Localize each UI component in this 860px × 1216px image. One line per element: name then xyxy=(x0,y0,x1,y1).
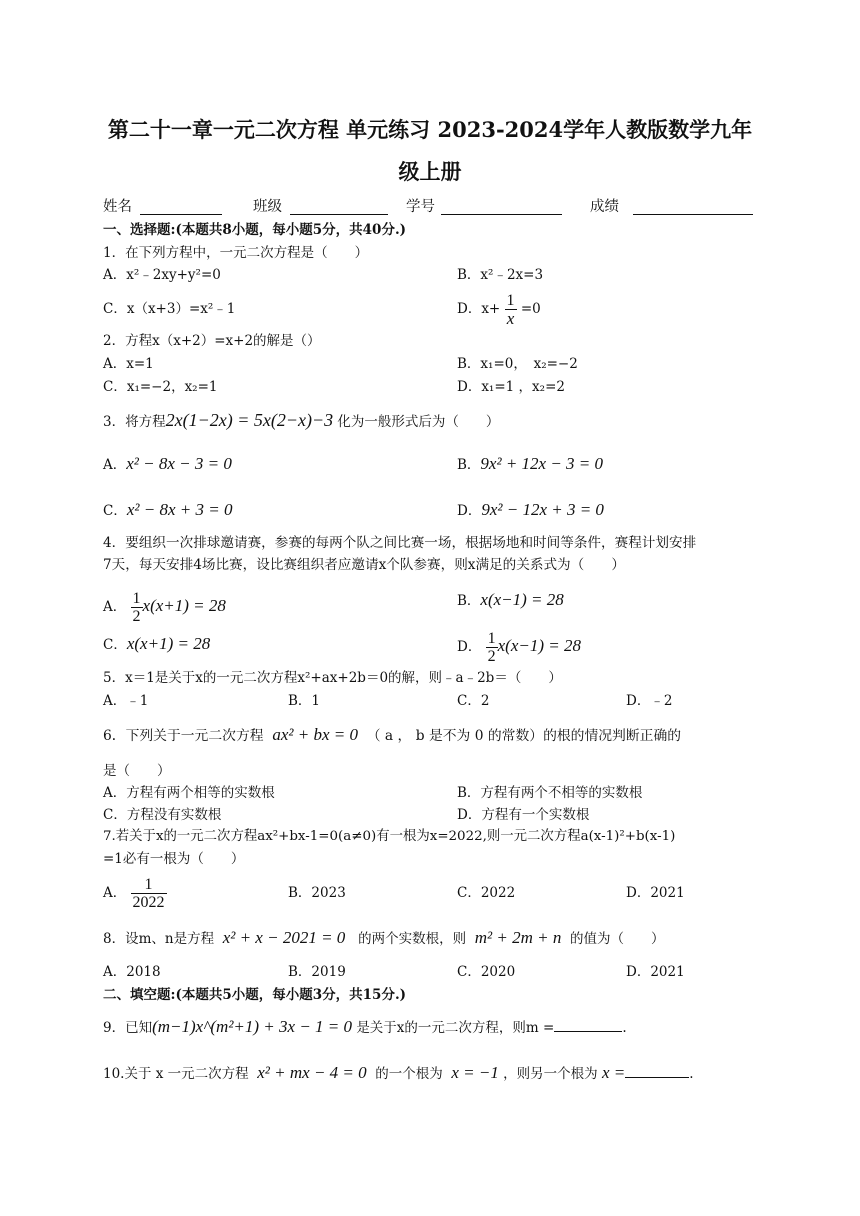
question-6-option-a: A．方程有两个相等的实数根 xyxy=(103,785,275,801)
fraction-numerator: 1 xyxy=(487,630,496,647)
question-7-option-b: B．2023 xyxy=(288,885,346,901)
question-10-stem xyxy=(103,1060,694,1087)
question-8-equation: x² + x − 2021 = 0 xyxy=(222,928,346,947)
question-5-option-c: C．2 xyxy=(457,693,490,709)
class-field[interactable] xyxy=(290,214,388,215)
question-9-equation: (m−1)x^(m²+1) + 3x − 1 = 0 xyxy=(152,1017,353,1036)
fraction xyxy=(131,876,167,911)
option-label: A． xyxy=(103,885,127,901)
question-6-line-2: 是（ ） xyxy=(103,763,171,779)
question-6-condition: （ a ， b 是不为 0 的常数）的根的情况判断正确的 xyxy=(366,728,682,744)
question-3-option-d xyxy=(457,499,604,522)
option-label: C． xyxy=(103,637,127,653)
question-2-option-c: C．x₁=−2，x₂=1 xyxy=(103,379,218,395)
fraction-denominator: 2 xyxy=(487,648,496,665)
question-8-prefix: 8．设m、n是方程 xyxy=(103,931,215,947)
question-4-option-a xyxy=(103,586,226,627)
fraction-denominator: 2022 xyxy=(132,894,165,911)
option-label: D． xyxy=(457,503,482,519)
question-1-option-b: B．x²﹣2x=3 xyxy=(457,267,544,283)
name-field[interactable] xyxy=(140,214,222,215)
question-9-answer-blank[interactable] xyxy=(554,1017,622,1032)
score-label: 成绩 xyxy=(590,199,619,215)
page-title-continued: 级上册 xyxy=(398,159,462,184)
question-8-stem xyxy=(103,926,664,951)
option-label: B． xyxy=(457,593,481,609)
question-6-prefix: 6．下列关于一元二次方程 xyxy=(103,728,264,744)
question-9-prefix: 9．已知 xyxy=(103,1020,153,1036)
question-2-option-b: B．x₁=0， x₂=−2 xyxy=(457,356,578,372)
student-id-field[interactable] xyxy=(441,214,562,215)
question-10-equation: x² + mx − 4 = 0 xyxy=(257,1063,367,1082)
score-field[interactable] xyxy=(633,214,753,215)
question-6-option-b: B．方程有两个不相等的实数根 xyxy=(457,785,643,801)
question-3-suffix: 化为一般形式后为（ ） xyxy=(337,414,500,430)
question-2-stem: 2．方程x（x+2）=x+2的解是（） xyxy=(103,333,321,349)
question-1-option-a: A．x²﹣2xy+y²=0 xyxy=(103,267,221,283)
question-7-option-a xyxy=(103,872,167,914)
option-d-suffix: =0 xyxy=(520,301,541,317)
question-7-option-c: C．2022 xyxy=(457,885,516,901)
question-3-equation: 2x(1−2x) = 5x(2−x)−3 xyxy=(165,410,334,430)
question-4-line-2: 7天，每天安排4场比赛，设比赛组织者应邀请x个队参赛，则x满足的关系式为（ ） xyxy=(103,557,626,573)
option-equation: x(x+1) = 28 xyxy=(126,634,211,653)
option-label: B． xyxy=(457,457,481,473)
question-5-option-a: A．﹣1 xyxy=(103,693,149,709)
section-heading-fill-in: 二、填空题:(本题共5小题，每小题3分，共15分.) xyxy=(103,987,407,1003)
option-equation: x(x+1) = 28 xyxy=(142,596,226,615)
question-5-option-b: B．1 xyxy=(288,693,321,709)
question-10-root: x = −1 xyxy=(451,1063,499,1082)
fraction-denominator: x xyxy=(506,309,515,328)
question-2-option-d: D．x₁=1 ，x₂=2 xyxy=(457,379,565,395)
page-title: 第二十一章一元二次方程 单元练习 2023-2024学年人教版数学九年 xyxy=(107,117,753,142)
fraction xyxy=(486,630,498,665)
option-equation: x(x−1) = 28 xyxy=(480,590,564,609)
question-10-answer-blank[interactable] xyxy=(625,1063,689,1078)
option-equation: x² − 8x + 3 = 0 xyxy=(126,500,233,519)
question-6-line-1 xyxy=(103,723,681,748)
option-equation: x(x−1) = 28 xyxy=(497,636,581,655)
name-label: 姓名 xyxy=(103,199,132,215)
option-label: D． xyxy=(457,639,482,655)
fraction xyxy=(505,292,517,327)
option-label: A． xyxy=(103,599,127,615)
fraction xyxy=(131,590,143,625)
question-3-option-a xyxy=(103,453,232,476)
question-4-option-c xyxy=(103,631,210,658)
question-10-answer-prefix: x = xyxy=(601,1063,626,1082)
question-9-middle-text: 是关于x的一元二次方程，则m = xyxy=(356,1020,555,1036)
question-10-end: . xyxy=(689,1066,694,1082)
question-1-option-c: C．x（x+3）=x²﹣1 xyxy=(103,301,236,317)
question-4-line-1: 4．要组织一次排球邀请赛，参赛的每两个队之间比赛一场，根据场地和时间等条件，赛程计划安排 xyxy=(103,535,697,551)
class-label: 班级 xyxy=(253,199,282,215)
question-4-option-b xyxy=(457,587,564,614)
section-heading-choice: 一、选择题:(本题共8小题，每小题5分，共40分.) xyxy=(103,222,407,238)
option-equation: 9x² − 12x + 3 = 0 xyxy=(481,500,604,519)
question-7-option-d: D．2021 xyxy=(626,885,685,901)
question-3-option-b xyxy=(457,453,603,476)
question-7-line-2: =1必有一根为（ ） xyxy=(103,851,245,867)
question-8-middle-text: 的两个实数根，则 xyxy=(358,931,467,947)
option-equation: 9x² + 12x − 3 = 0 xyxy=(480,454,604,473)
question-5-option-d: D．﹣2 xyxy=(626,693,673,709)
student-id-label: 学号 xyxy=(406,199,435,215)
question-8-suffix: 的值为（ ） xyxy=(569,931,665,947)
question-10-middle-text: 的一个根为 xyxy=(375,1066,443,1082)
fraction-denominator: 2 xyxy=(132,608,141,625)
question-6-equation: ax² + bx = 0 xyxy=(272,725,358,744)
question-2-option-a: A．x=1 xyxy=(103,356,154,372)
question-8-option-d: D．2021 xyxy=(626,964,685,980)
question-6-option-c: C．方程没有实数根 xyxy=(103,807,222,823)
question-5-stem: 5．x＝1是关于x的一元二次方程x²+ax+2b＝0的解，则﹣a﹣2b＝（ ） xyxy=(103,670,562,686)
fraction-numerator: 1 xyxy=(506,292,515,309)
question-4-option-d xyxy=(457,626,581,667)
question-1-option-d xyxy=(457,288,541,330)
question-8-option-c: C．2020 xyxy=(457,964,516,980)
fraction-numerator: 1 xyxy=(132,590,141,607)
question-10-prefix: 10.关于 x 一元二次方程 xyxy=(103,1066,249,1082)
question-3-stem xyxy=(103,408,499,434)
question-8-option-b: B．2019 xyxy=(288,964,346,980)
question-8-expression: m² + 2m + n xyxy=(474,928,562,947)
question-3-prefix: 3．将方程 xyxy=(103,414,166,430)
question-7-line-1: 7.若关于x的一元二次方程ax²+bx-1=0(a≠0)有一根为x=2022,则一元二次方程a(x-1)²+b(x-1) xyxy=(103,829,676,844)
question-10-suffix: ，则另一个根为 xyxy=(503,1066,598,1082)
question-1-stem: 1．在下列方程中，一元二次方程是（ ） xyxy=(103,245,369,261)
option-label: C． xyxy=(103,503,127,519)
question-9-stem xyxy=(103,1014,627,1041)
option-d-prefix: D．x+ xyxy=(457,301,501,317)
question-9-end: . xyxy=(622,1020,627,1036)
question-3-option-c xyxy=(103,499,232,522)
question-6-option-d: D．方程有一个实数根 xyxy=(457,807,590,823)
fraction-numerator: 1 xyxy=(131,876,167,894)
option-label: A． xyxy=(103,457,127,473)
question-8-option-a: A．2018 xyxy=(103,964,161,980)
option-equation: x² − 8x − 3 = 0 xyxy=(126,454,232,473)
